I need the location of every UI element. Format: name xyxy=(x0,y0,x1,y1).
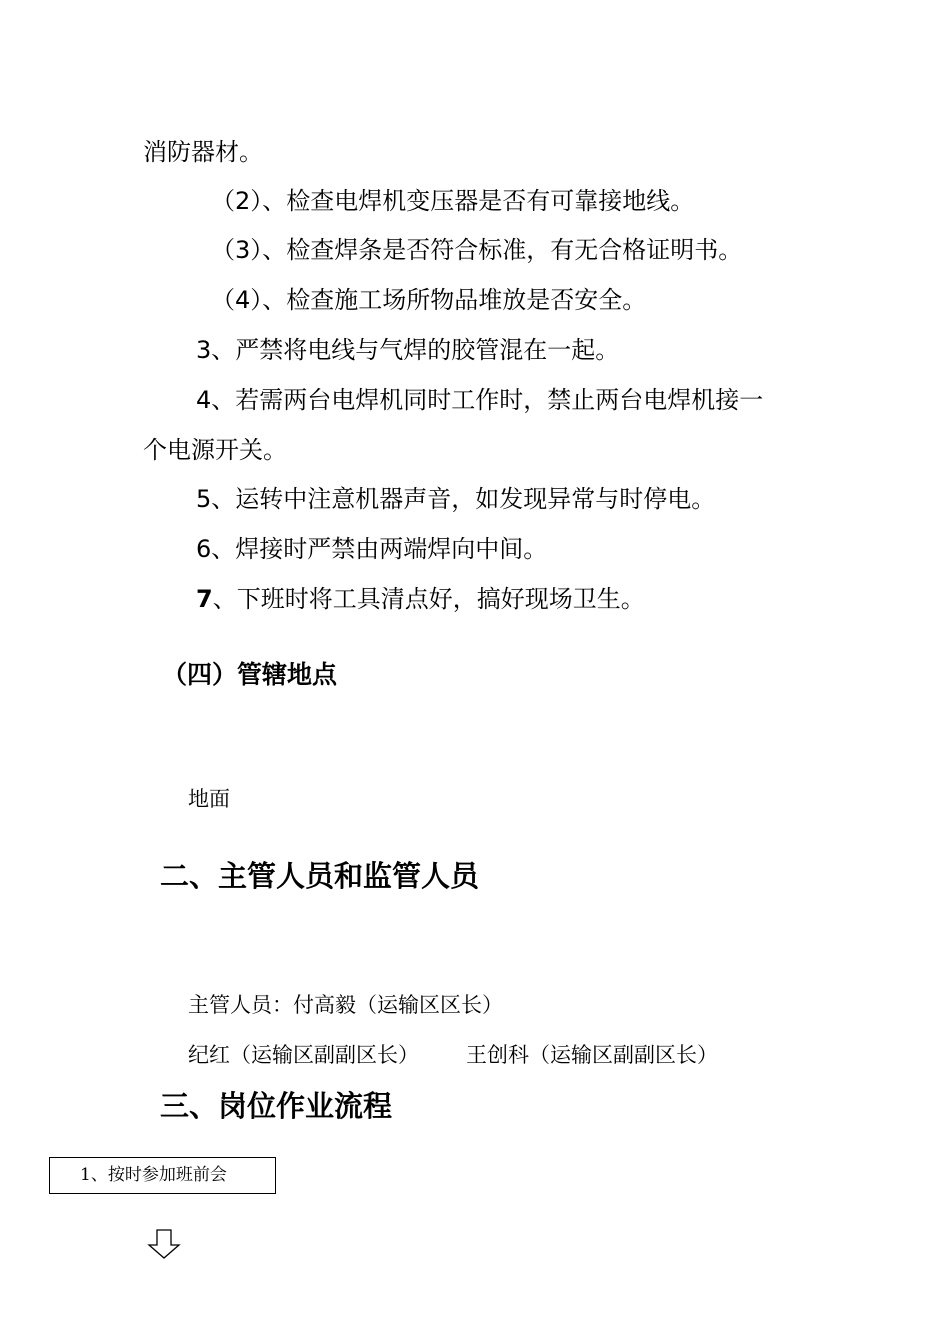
rule-7-number: 7 xyxy=(196,585,213,613)
supervisor-2: 王创科（运输区副副区长） xyxy=(466,1043,718,1067)
flow-step-1: 1、按时参加班前会 xyxy=(49,1157,276,1194)
rule-4-line-2: 个电源开关。 xyxy=(143,436,287,464)
rule-4-line-1: 4、若需两台电焊机同时工作时，禁止两台电焊机接一 xyxy=(196,386,764,414)
subheading-jurisdiction: （四）管辖地点 xyxy=(162,660,338,689)
rule-7-text: 、下班时将工具清点好，搞好现场卫生。 xyxy=(212,585,645,613)
location-text: 地面 xyxy=(188,787,230,811)
section-heading-personnel: 二、主管人员和监管人员 xyxy=(160,859,480,893)
rule-3: 3、严禁将电线与气焊的胶管混在一起。 xyxy=(196,336,620,364)
check-item-2: （2）、检查电焊机变压器是否有可靠接地线。 xyxy=(211,187,695,215)
supervisor-1: 纪红（运输区副副区长） xyxy=(188,1043,419,1067)
rule-7 xyxy=(196,584,645,614)
rule-6: 6、焊接时严禁由两端焊向中间。 xyxy=(196,535,548,563)
paragraph-end: 消防器材。 xyxy=(143,138,263,166)
rule-5: 5、运转中注意机器声音，如发现异常与时停电。 xyxy=(196,485,716,513)
section-heading-workflow: 三、岗位作业流程 xyxy=(160,1089,393,1123)
down-arrow-icon xyxy=(147,1229,181,1259)
manager-text: 主管人员：付高毅（运输区区长） xyxy=(188,993,503,1017)
check-item-3: （3）、检查焊条是否符合标准，有无合格证明书。 xyxy=(211,236,743,264)
check-item-4: （4）、检查施工场所物品堆放是否安全。 xyxy=(211,286,647,314)
